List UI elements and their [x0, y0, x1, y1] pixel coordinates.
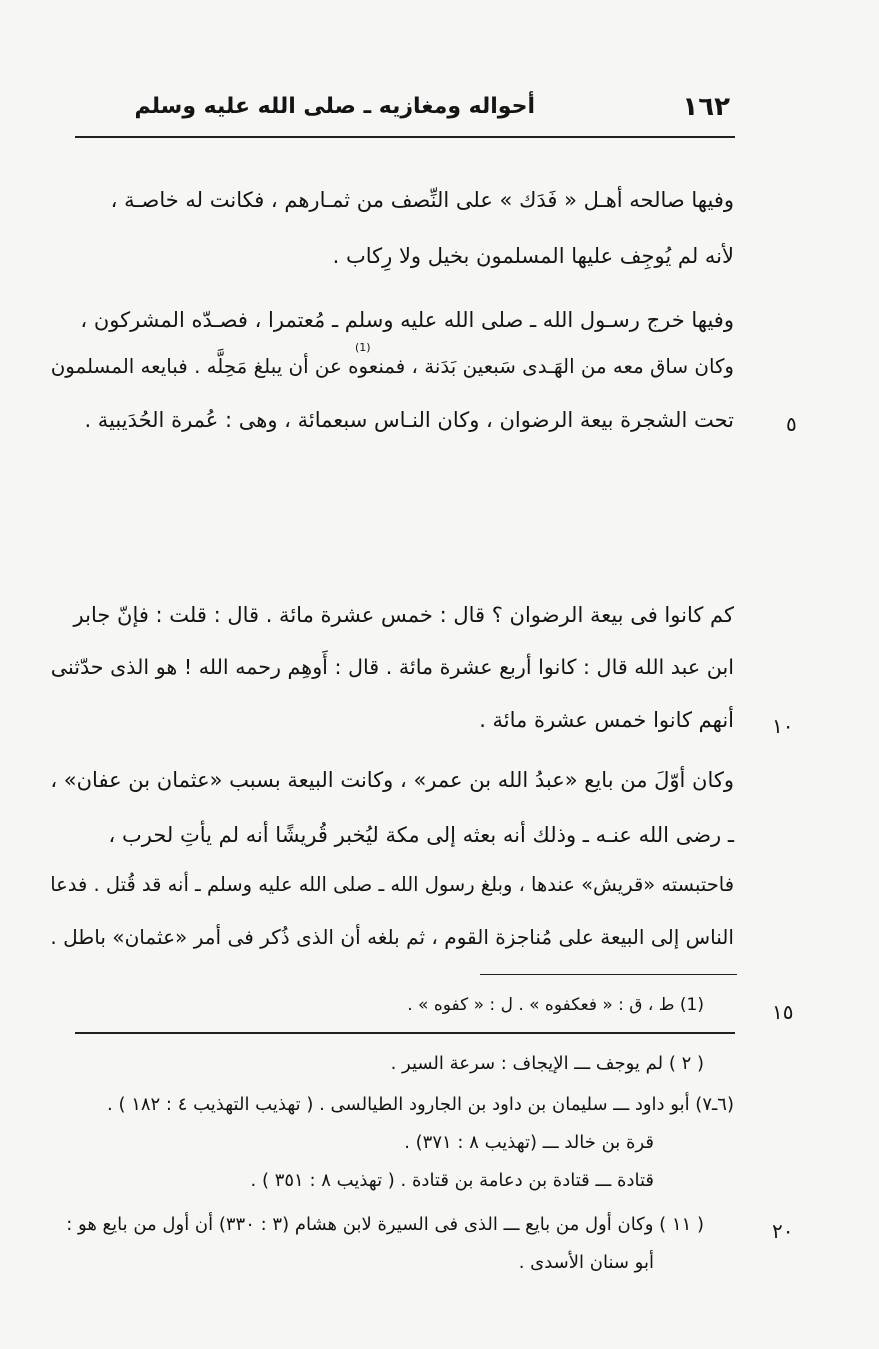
- margin-line-number: ٢٠: [772, 1219, 794, 1243]
- text-line: كم كانوا فى بيعة الرضوان ؟ قال : خمس عشرة مائة . قال : قلت : فإنّ جابر: [73, 603, 734, 627]
- text-line: وفيها صالحه أهـل « فَدَك » على النِّصف من ثمـارهم ، فكانت له خاصـة ،: [110, 188, 734, 212]
- notes-rule: [75, 1032, 735, 1034]
- editor-note: (٦ـ٧) أبو داود ـــ سليمان بن داود بن الجارود الطيالسى . ( تهذيب التهذيب ٤ : ١٨٢ ) .: [107, 1094, 734, 1115]
- running-title: أحواله ومغازيه ـ صلى الله عليه وسلم: [134, 94, 535, 119]
- footnote-reference: (1): [355, 341, 371, 354]
- text-line: تحت الشجرة بيعة الرضوان ، وكان النـاس سبعمائة ، وهى : عُمرة الحُدَيبية .: [84, 408, 734, 432]
- editor-note: أبو سنان الأسدى .: [518, 1252, 654, 1273]
- editor-note: ( ٢ ) لم يوجف ـــ الإيجاف : سرعة السير .: [390, 1053, 704, 1074]
- text-line: فاحتبسته «قريش» عندها ، وبلغ رسول الله ـ صلى الله عليه وسلم ـ أنه قد قُتل . فدعا: [50, 873, 734, 896]
- text-line: لأنه لم يُوجِف عليها المسلمون بخيل ولا رِكاب .: [332, 244, 734, 268]
- text-line: الناس إلى البيعة على مُناجزة القوم ، ثم بلغه أن الذى ذُكر فى أمر «عثمان» باطل .: [50, 925, 734, 949]
- margin-line-number: ١٥: [772, 1000, 794, 1024]
- editor-note: قتادة ـــ قتادة بن دعامة بن قتادة . ( تهذيب ٨ : ٣٥١ ) .: [250, 1170, 654, 1191]
- footnote-rule: [480, 974, 737, 975]
- margin-line-number: ١٠: [772, 714, 794, 738]
- running-header: [134, 92, 730, 132]
- text-line: ـ رضى الله عنـه ـ وذلك أنه بعثه إلى مكة ليُخبر قُريشًا أنه لم يأتِ لحرب ،: [108, 823, 734, 847]
- apparatus-footnote: (1) ط ، ق : « فعكفوه » . ل : « كفوه » .: [407, 995, 704, 1015]
- text-line: وفيها خرج رسـول الله ـ صلى الله عليه وسلم ـ مُعتمرا ، فصـدّه المشركون ،: [80, 308, 734, 332]
- editor-note: ( ١١ ) وكان أول من بايع ـــ الذى فى السيرة لابن هشام (٣ : ٣٣٠) أن أول من بايع هو :: [66, 1214, 704, 1235]
- editor-note: قرة بن خالد ـــ (تهذيب ٨ : ٣٧١) .: [404, 1132, 654, 1153]
- text-line: أنهم كانوا خمس عشرة مائة .: [479, 708, 734, 732]
- page-number: ١٦٢: [682, 92, 730, 122]
- text-line: وكان أوّلَ من بايع «عبدُ الله بن عمر» ، وكانت البيعة بسبب «عثمان بن عفان» ،: [50, 768, 734, 792]
- text-line: وكان ساق معه من الهَـدى سَبعين بَدَنة ، فمنعوه عن أن يبلغ مَحِلَّه . فبايعه المسلمون: [50, 355, 734, 378]
- text-line: ابن عبد الله قال : كانوا أربع عشرة مائة . قال : أَوهِم رحمه الله ! هو الذى حدّثنى: [50, 655, 734, 679]
- header-rule: [75, 136, 735, 138]
- margin-line-number: ٥: [786, 412, 797, 436]
